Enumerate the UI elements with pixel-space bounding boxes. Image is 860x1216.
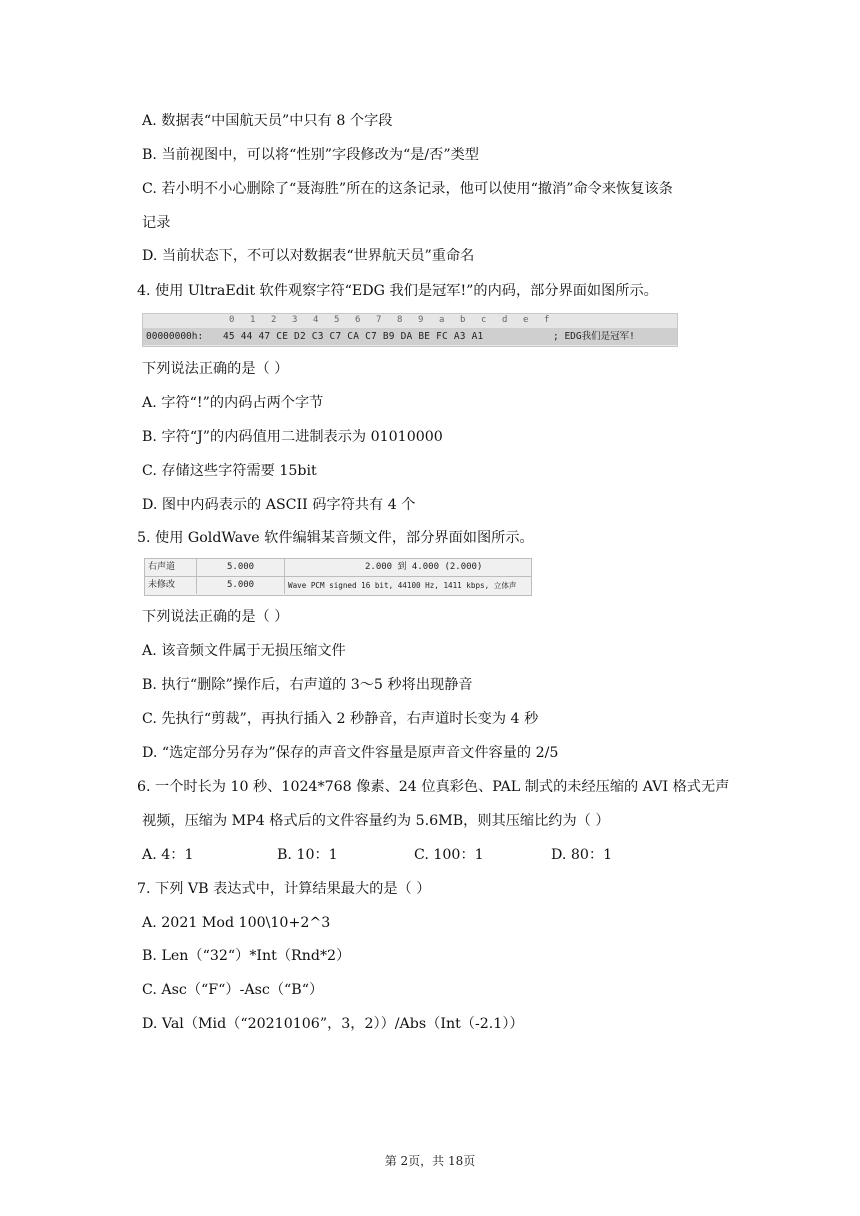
- q5-option-c: C. 先执行“剪裁”，再执行插入 2 秒静音，右声道时长变为 4 秒: [142, 711, 539, 727]
- q7-option-d: D. Val（Mid（“20210106”，3，2））/Abs（Int（-2.1））: [142, 1016, 524, 1032]
- hex-row: [143, 328, 677, 345]
- q6-option-a: A. 4：1: [142, 847, 194, 863]
- q3-option-c: C. 若小明不小心删除了“聂海胜”所在的这条记录，他可以使用“撤消”命令来恢复该条: [142, 181, 673, 197]
- ruler-digit: 4: [313, 315, 319, 325]
- q7-stem: 7. 下列 VB 表达式中，计算结果最大的是（ ）: [137, 881, 431, 897]
- q5-option-b: B. 执行“删除”操作后，右声道的 3～5 秒将出现静音: [142, 677, 473, 693]
- ruler-digit: 6: [355, 315, 361, 325]
- q7-option-a: A. 2021 Mod 100\10+2^3: [142, 915, 331, 931]
- q4-option-c: C. 存储这些字符需要 15bit: [142, 463, 317, 479]
- q4-option-a: A. 字符“!”的内码占两个字节: [142, 395, 324, 411]
- q7-option-c: C. Asc（“F“）-Asc（“B“）: [142, 982, 324, 998]
- q6-stem-continued: 视频，压缩为 MP4 格式后的文件容量约为 5.6MB，则其压缩比约为（ ）: [142, 813, 610, 829]
- q5-option-a: A. 该音频文件属于无损压缩文件: [142, 643, 346, 659]
- status-row: [145, 559, 531, 577]
- hex-ruler: [143, 315, 677, 327]
- ruler-digit: 5: [334, 315, 340, 325]
- q3-option-d: D. 当前状态下，不可以对数据表“世界航天员”重命名: [142, 248, 475, 264]
- q6-option-b: B. 10：1: [277, 847, 338, 863]
- ruler-digit: 0: [229, 315, 235, 325]
- goldwave-status-bar: [144, 558, 532, 596]
- q3-option-a: A. 数据表“中国航天员”中只有 8 个字段: [142, 113, 393, 129]
- channel-cell: 右声道: [145, 559, 197, 576]
- hex-bytes: 45 44 47 CE D2 C3 C7 CA C7 B9 DA BE FC A3 A1: [223, 331, 484, 342]
- ruler-digit: 2: [271, 315, 277, 325]
- ruler-digit: e: [523, 315, 529, 325]
- selection-cell: 2.000 到 4.000 (2.000): [365, 562, 483, 572]
- q6-stem: 6. 一个时长为 10 秒、1024*768 像素、24 位真彩色、PAL 制式的未经压缩的 AVI 格式无声: [137, 779, 730, 795]
- status-row: [145, 577, 531, 594]
- ruler-digit: 7: [376, 315, 382, 325]
- ruler-digit: d: [502, 315, 508, 325]
- ruler-digit: b: [460, 315, 466, 325]
- q3-option-c-continued: 记录: [142, 215, 171, 231]
- q4-option-b: B. 字符“J”的内码值用二进制表示为 01010000: [142, 429, 443, 445]
- q6-option-d: D. 80：1: [551, 847, 613, 863]
- q6-option-c: C. 100：1: [414, 847, 484, 863]
- ultraedit-figure: [142, 313, 678, 347]
- q7-option-b: B. Len（“32“）*Int（Rnd*2）: [142, 948, 351, 964]
- ruler-digit: 1: [250, 315, 256, 325]
- hex-address: 00000000h:: [146, 331, 204, 342]
- q3-option-b: B. 当前视图中，可以将“性别”字段修改为“是/否”类型: [142, 147, 479, 163]
- format-cell: Wave PCM signed 16 bit, 44100 Hz, 1411 kbps, 立体声: [288, 581, 517, 590]
- modified-cell: 未修改: [145, 577, 197, 594]
- q4-option-d: D. 图中内码表示的 ASCII 码字符共有 4 个: [142, 497, 416, 513]
- ruler-digit: 3: [292, 315, 298, 325]
- duration-cell: 5.000: [197, 559, 285, 576]
- page-footer: 第 2页，共 18页: [384, 1154, 476, 1168]
- q5-stem: 5. 使用 GoldWave 软件编辑某音频文件，部分界面如图所示。: [137, 530, 534, 546]
- ruler-digit: c: [481, 315, 487, 325]
- ruler-digit: a: [439, 315, 445, 325]
- q5-option-d: D. “选定部分另存为”保存的声音文件容量是原声音文件容量的 2/5: [142, 745, 559, 761]
- ruler-digit: 8: [397, 315, 403, 325]
- duration-cell: 5.000: [197, 577, 285, 594]
- q5-prompt: 下列说法正确的是（ ）: [142, 609, 289, 625]
- ruler-digit: f: [544, 315, 550, 325]
- q4-stem: 4. 使用 UltraEdit 软件观察字符“EDG 我们是冠军!”的内码，部分界面如图所示。: [137, 283, 658, 299]
- q4-prompt: 下列说法正确的是（ ）: [142, 361, 289, 377]
- ruler-digit: 9: [418, 315, 424, 325]
- hex-text: ; EDG我们是冠军!: [553, 331, 635, 342]
